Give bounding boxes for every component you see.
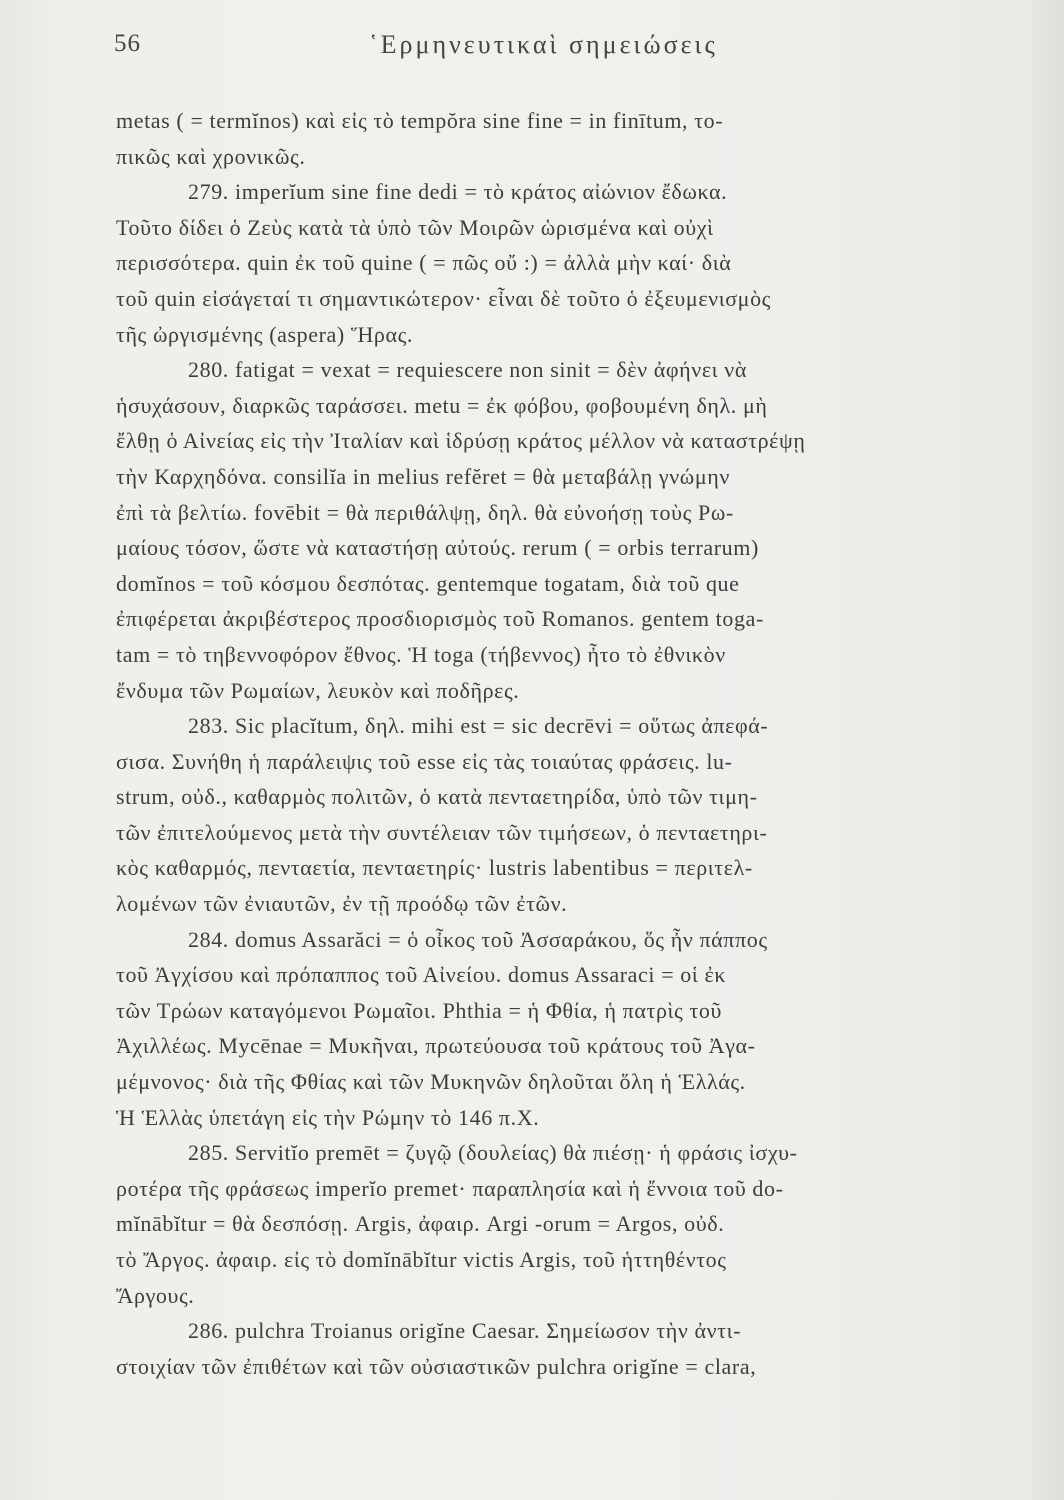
- text-line: τῆς ὠργισμένης (aspera) Ἥρας.: [116, 321, 414, 347]
- text-line: τοῦ Ἀγχίσου καὶ πρόπαππος τοῦ Αἰνείου. domus Assaraci = οἱ ἐκ: [116, 962, 727, 988]
- text-line: ἔνδυμα τῶν Ρωμαίων, λευκὸν καὶ ποδῆρες.: [116, 677, 520, 703]
- text-line: Ἀχιλλέως. Mycēnae = Μυκῆναι, πρωτεύουσα τοῦ κράτους τοῦ Ἀγα-: [116, 1033, 756, 1059]
- text-line: ροτέρα τῆς φράσεως imperĭo premet· παραπλησία καὶ ἡ ἔννοια τοῦ do-: [116, 1175, 784, 1201]
- commentary-text: [116, 103, 1026, 1384]
- text-line: σισα. Συνήθη ἡ παράλειψις τοῦ esse εἰς τὰς τοιαύτας φράσεις. lu-: [116, 748, 733, 774]
- page-header: [114, 30, 1014, 70]
- text-line: domĭnos = τοῦ κόσμου δεσπότας. gentemque togatam, διὰ τοῦ que: [116, 570, 740, 596]
- text-line: κὸς καθαρμός, πενταετία, πενταετηρίς· lustris labentibus = περιτελ-: [116, 855, 753, 881]
- text-line: μέμνονος· διὰ τῆς Φθίας καὶ τῶν Μυκηνῶν δηλοῦται ὅλη ἡ Ἑλλάς.: [116, 1069, 746, 1095]
- text-line: 283. Sic placĭtum, δηλ. mihi est = sic decrēvi = οὕτως ἀπεφά-: [188, 713, 769, 739]
- page-edge-shadow: [1024, 0, 1064, 1500]
- text-line: 285. Servitĭo premēt = ζυγῷ (δουλείας) θὰ πιέσῃ· ἡ φράσις ἰσχυ-: [188, 1140, 798, 1166]
- text-line: Ἡ Ἑλλὰς ὑπετάγη εἰς τὴν Ρώμην τὸ 146 π.Χ.: [116, 1104, 540, 1130]
- text-line: πικῶς καὶ χρονικῶς.: [116, 143, 306, 169]
- text-line: ἔλθῃ ὁ Αἰνείας εἰς τὴν Ἰταλίαν καὶ ἱδρύσῃ κράτος μέλλον νὰ καταστρέψῃ: [116, 428, 806, 454]
- text-line: 279. imperĭum sine fine dedi = τὸ κράτος αἰώνιον ἔδωκα.: [188, 179, 728, 205]
- text-line: metas ( = termĭnos) καὶ εἰς τὸ tempŏra sine fine = in finītum, το-: [116, 108, 724, 133]
- text-line: περισσότερα. quin ἐκ τοῦ quine ( = πῶς οὔ :) = ἀλλὰ μὴν καί· διὰ: [116, 250, 732, 276]
- text-line: τοῦ quin εἰσάγεταί τι σημαντικώτερον· εἶναι δὲ τοῦτο ὁ ἐξευμενισμὸς: [116, 285, 771, 311]
- text-line: μαίους τόσον, ὥστε νὰ καταστήσῃ αὐτούς. rerum ( = orbis terrarum): [116, 535, 759, 561]
- running-title: ῾Ερμηνευτικαὶ σημειώσεις: [369, 30, 718, 59]
- text-line: τῶν ἐπιτελούμενος μετὰ τὴν συντέλειαν τῶν τιμήσεων, ὁ πενταετηρι-: [116, 819, 768, 845]
- text-line: τὴν Καρχηδόνα. consilĭa in melius refĕret = θὰ μεταβάλῃ γνώμην: [116, 463, 730, 489]
- text-line: mĭnābĭtur = θὰ δεσπόσῃ. Argis, ἀφαιρ. Argi -orum = Argos, οὐδ.: [116, 1211, 725, 1237]
- text-line: Τοῦτο δίδει ὁ Ζεὺς κατὰ τὰ ὑπὸ τῶν Μοιρῶν ὡρισμένα καὶ οὐχὶ: [116, 214, 714, 240]
- text-line: tam = τὸ τηβεννοφόρον ἔθνος. Ἡ toga (τήβεννος) ἦτο τὸ ἐθνικὸν: [116, 641, 726, 667]
- text-line: τὸ Ἄργος. ἀφαιρ. εἰς τὸ domĭnābĭtur victis Argis, τοῦ ἡττηθέντος: [116, 1247, 727, 1272]
- text-line: στοιχίαν τῶν ἐπιθέτων καὶ τῶν οὐσιαστικῶν pulchra origĭne = clara,: [116, 1353, 757, 1379]
- text-line: ἐπὶ τὰ βελτίω. fovēbit = θὰ περιθάλψῃ, δηλ. θὰ εὐνοήσῃ τοὺς Ρω-: [116, 499, 734, 525]
- text-line: ἡσυχάσουν, διαρκῶς ταράσσει. metu = ἐκ φόβου, φοβουμένη δηλ. μὴ: [116, 392, 768, 418]
- text-line: τῶν Τρώων καταγόμενοι Ρωμαῖοι. Phthia = ἡ Φθία, ἡ πατρὶς τοῦ: [116, 997, 723, 1023]
- text-line: λομένων τῶν ἐνιαυτῶν, ἐν τῇ προόδῳ τῶν ἐτῶν.: [116, 891, 568, 917]
- text-line: 280. fatigat = vexat = requiescere non sinit = δὲν ἀφήνει νὰ: [188, 357, 747, 383]
- text-line: 286. pulchra Troianus origĭne Caesar. Σημείωσον τὴν ἀντι-: [188, 1318, 742, 1344]
- text-line: 284. domus Assarăci = ὁ οἶκος τοῦ Ἀσσαράκου, ὅς ἦν πάππος: [188, 926, 768, 952]
- page-number: 56: [114, 30, 141, 57]
- text-line: Ἄργους.: [116, 1282, 195, 1308]
- text-line: ἐπιφέρεται ἀκριβέστερος προσδιορισμὸς τοῦ Romanos. gentem toga-: [116, 606, 764, 632]
- text-line: strum, οὐδ., καθαρμὸς πολιτῶν, ὁ κατὰ πενταετηρίδα, ὑπὸ τῶν τιμη-: [116, 784, 758, 810]
